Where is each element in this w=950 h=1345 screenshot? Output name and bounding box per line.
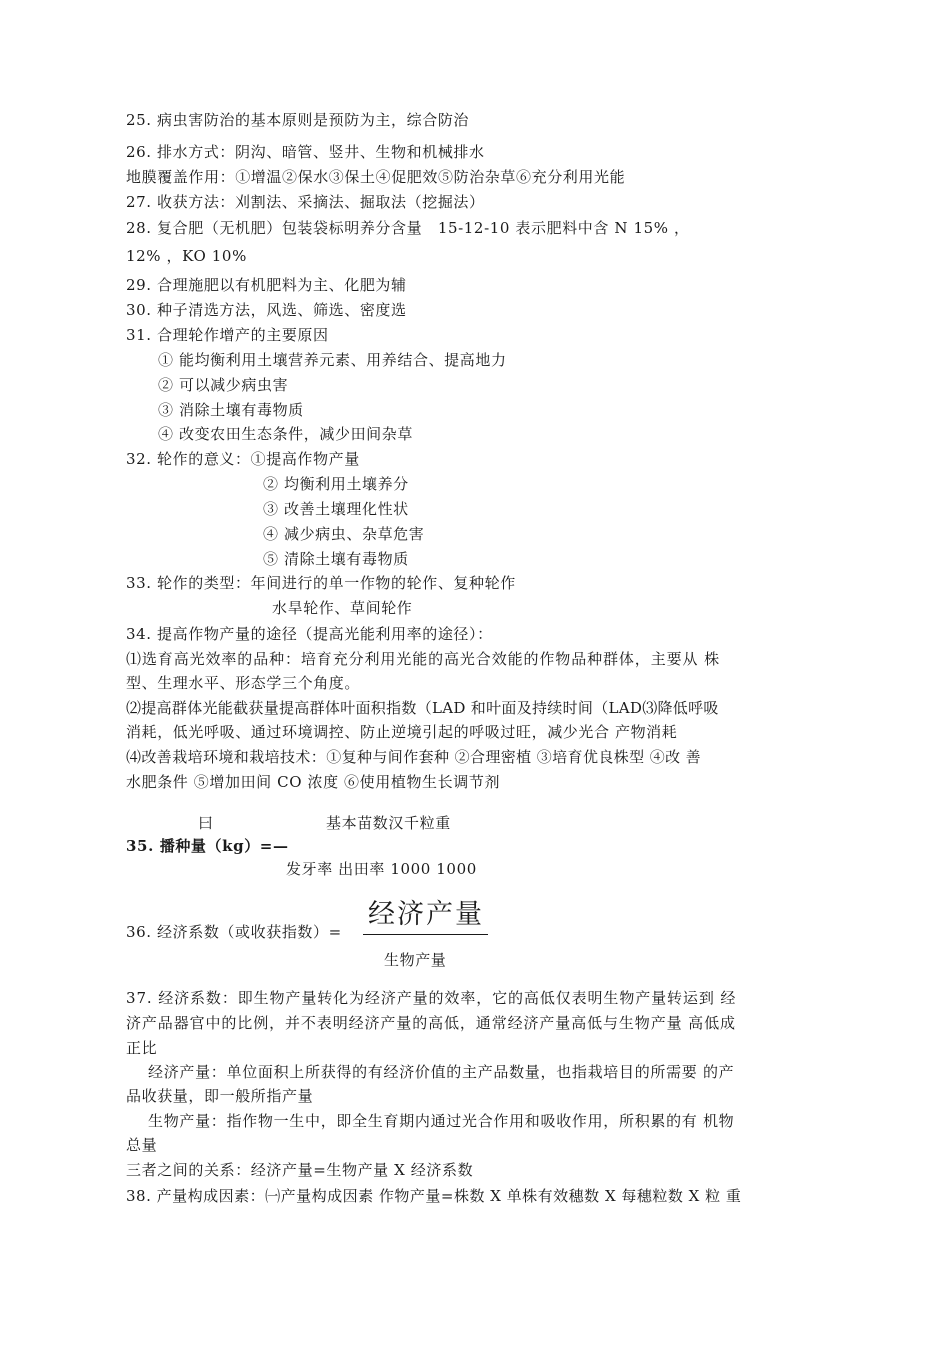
item-33: 33. 轮作的类型：年间进行的单一作物的轮作、复种轮作 — [126, 574, 516, 592]
item-32-point-2: ② 均衡利用土壤养分 — [263, 475, 409, 493]
item-27: 27. 收获方法：刈割法、采摘法、掘取法（挖掘法） — [126, 193, 485, 211]
item-38: 38. 产量构成因素：㈠产量构成因素 作物产量=株数 X 单株有效穗数 X 每穗粒数 X 粒 重 — [126, 1187, 742, 1205]
item-31-point-3: ③ 消除土壤有毒物质 — [158, 401, 304, 419]
item-31-point-1: ① 能均衡利用土壤营养元素、用养结合、提高地力 — [158, 351, 507, 369]
item-31-point-4: ④ 改变农田生态条件，减少田间杂草 — [158, 425, 413, 443]
item-32-point-4: ④ 减少病虫、杂草危害 — [263, 525, 425, 543]
item-31-point-2: ② 可以减少病虫害 — [158, 376, 289, 394]
biological-yield-def-cont: 总量 — [126, 1136, 158, 1154]
item-28: 28. 复合肥（无机肥）包装袋标明养分含量 15-12-10 表示肥料中含 N 15% ， — [126, 219, 690, 237]
formula-36-denominator: 生物产量 — [384, 951, 447, 969]
item-25: 25. 病虫害防治的基本原则是预防为主，综合防治 — [126, 111, 470, 129]
economic-yield-def-cont: 品收获量，即一般所指产量 — [126, 1087, 314, 1105]
item-37: 37. 经济系数：即生物产量转化为经济产量的效率，它的高低仅表明生物产量转运到 经 — [126, 989, 737, 1007]
biological-yield-def: 生物产量：指作物一生中，即全生育期内通过光合作用和吸收作用，所积累的有 机物 — [148, 1112, 735, 1130]
item-32-point-5: ⑤ 清除土壤有毒物质 — [263, 550, 409, 568]
item-33-cont: 水旱轮作、草间轮作 — [272, 599, 413, 617]
item-34-2-cont: 消耗，低光呼吸、通过环境调控、防止逆境引起的呼吸过旺，减少光合 产物消耗 — [126, 723, 678, 741]
item-30: 30. 种子清选方法，风选、筛选、密度选 — [126, 301, 407, 319]
item-34-4-cont: 水肥条件 ⑤增加田间 CO 浓度 ⑥使用植物生长调节剂 — [126, 773, 501, 791]
item-28-cont: 12% ，KO 10% — [126, 247, 247, 265]
item-26: 26. 排水方式：阴沟、暗管、竖井、生物和机械排水 — [126, 143, 485, 161]
formula-35-denominator: 发牙率 出田率 1000 1000 — [286, 860, 477, 878]
formula-35-top-left: 曰 — [198, 814, 214, 832]
item-34-2: ⑵提高群体光能截获量提高群体叶面积指数（LAD 和叶面及持续时间（LAD⑶降低呼吸 — [126, 699, 719, 717]
item-31: 31. 合理轮作增产的主要原因 — [126, 326, 329, 344]
item-26-mulch: 地膜覆盖作用：①增温②保水③保土④促肥效⑤防治杂草⑥充分利用光能 — [126, 168, 626, 186]
item-34: 34. 提高作物产量的途径（提高光能利用率的途径）： — [126, 625, 493, 643]
economic-yield-def: 经济产量：单位面积上所获得的有经济价值的主产品数量，也指栽培目的所需要 的产 — [148, 1063, 735, 1081]
item-29: 29. 合理施肥以有机肥料为主、化肥为辅 — [126, 276, 407, 294]
item-34-1: ⑴选育高光效率的品种：培育充分利用光能的高光合效能的作物品种群体，主要从 株 — [126, 650, 720, 668]
item-32-point-3: ③ 改善土壤理化性状 — [263, 500, 409, 518]
formula-36-numerator: 经济产量 — [368, 899, 484, 930]
item-32: 32. 轮作的意义：①提高作物产量 — [126, 450, 360, 468]
fraction-bar — [363, 934, 488, 935]
formula-36-label: 36. 经济系数（或收获指数）= — [126, 923, 342, 941]
yield-relationship: 三者之间的关系：经济产量=生物产量 X 经济系数 — [126, 1161, 474, 1179]
item-37-cont-1: 济产品器官中的比例，并不表明经济产量的高低，通常经济产量高低与生物产量 高低成 — [126, 1014, 736, 1032]
item-34-4: ⑷改善栽培环境和栽培技术：①复种与间作套种 ②合理密植 ③培育优良株型 ④改 善 — [126, 748, 702, 766]
item-34-1-cont: 型、生理水平、形态学三个角度。 — [126, 674, 361, 692]
formula-35-label: 35. 播种量（kg）=— — [126, 837, 289, 855]
formula-35-numerator: 基本苗数汉千粒重 — [326, 814, 451, 832]
item-37-cont-2: 正比 — [126, 1039, 158, 1057]
